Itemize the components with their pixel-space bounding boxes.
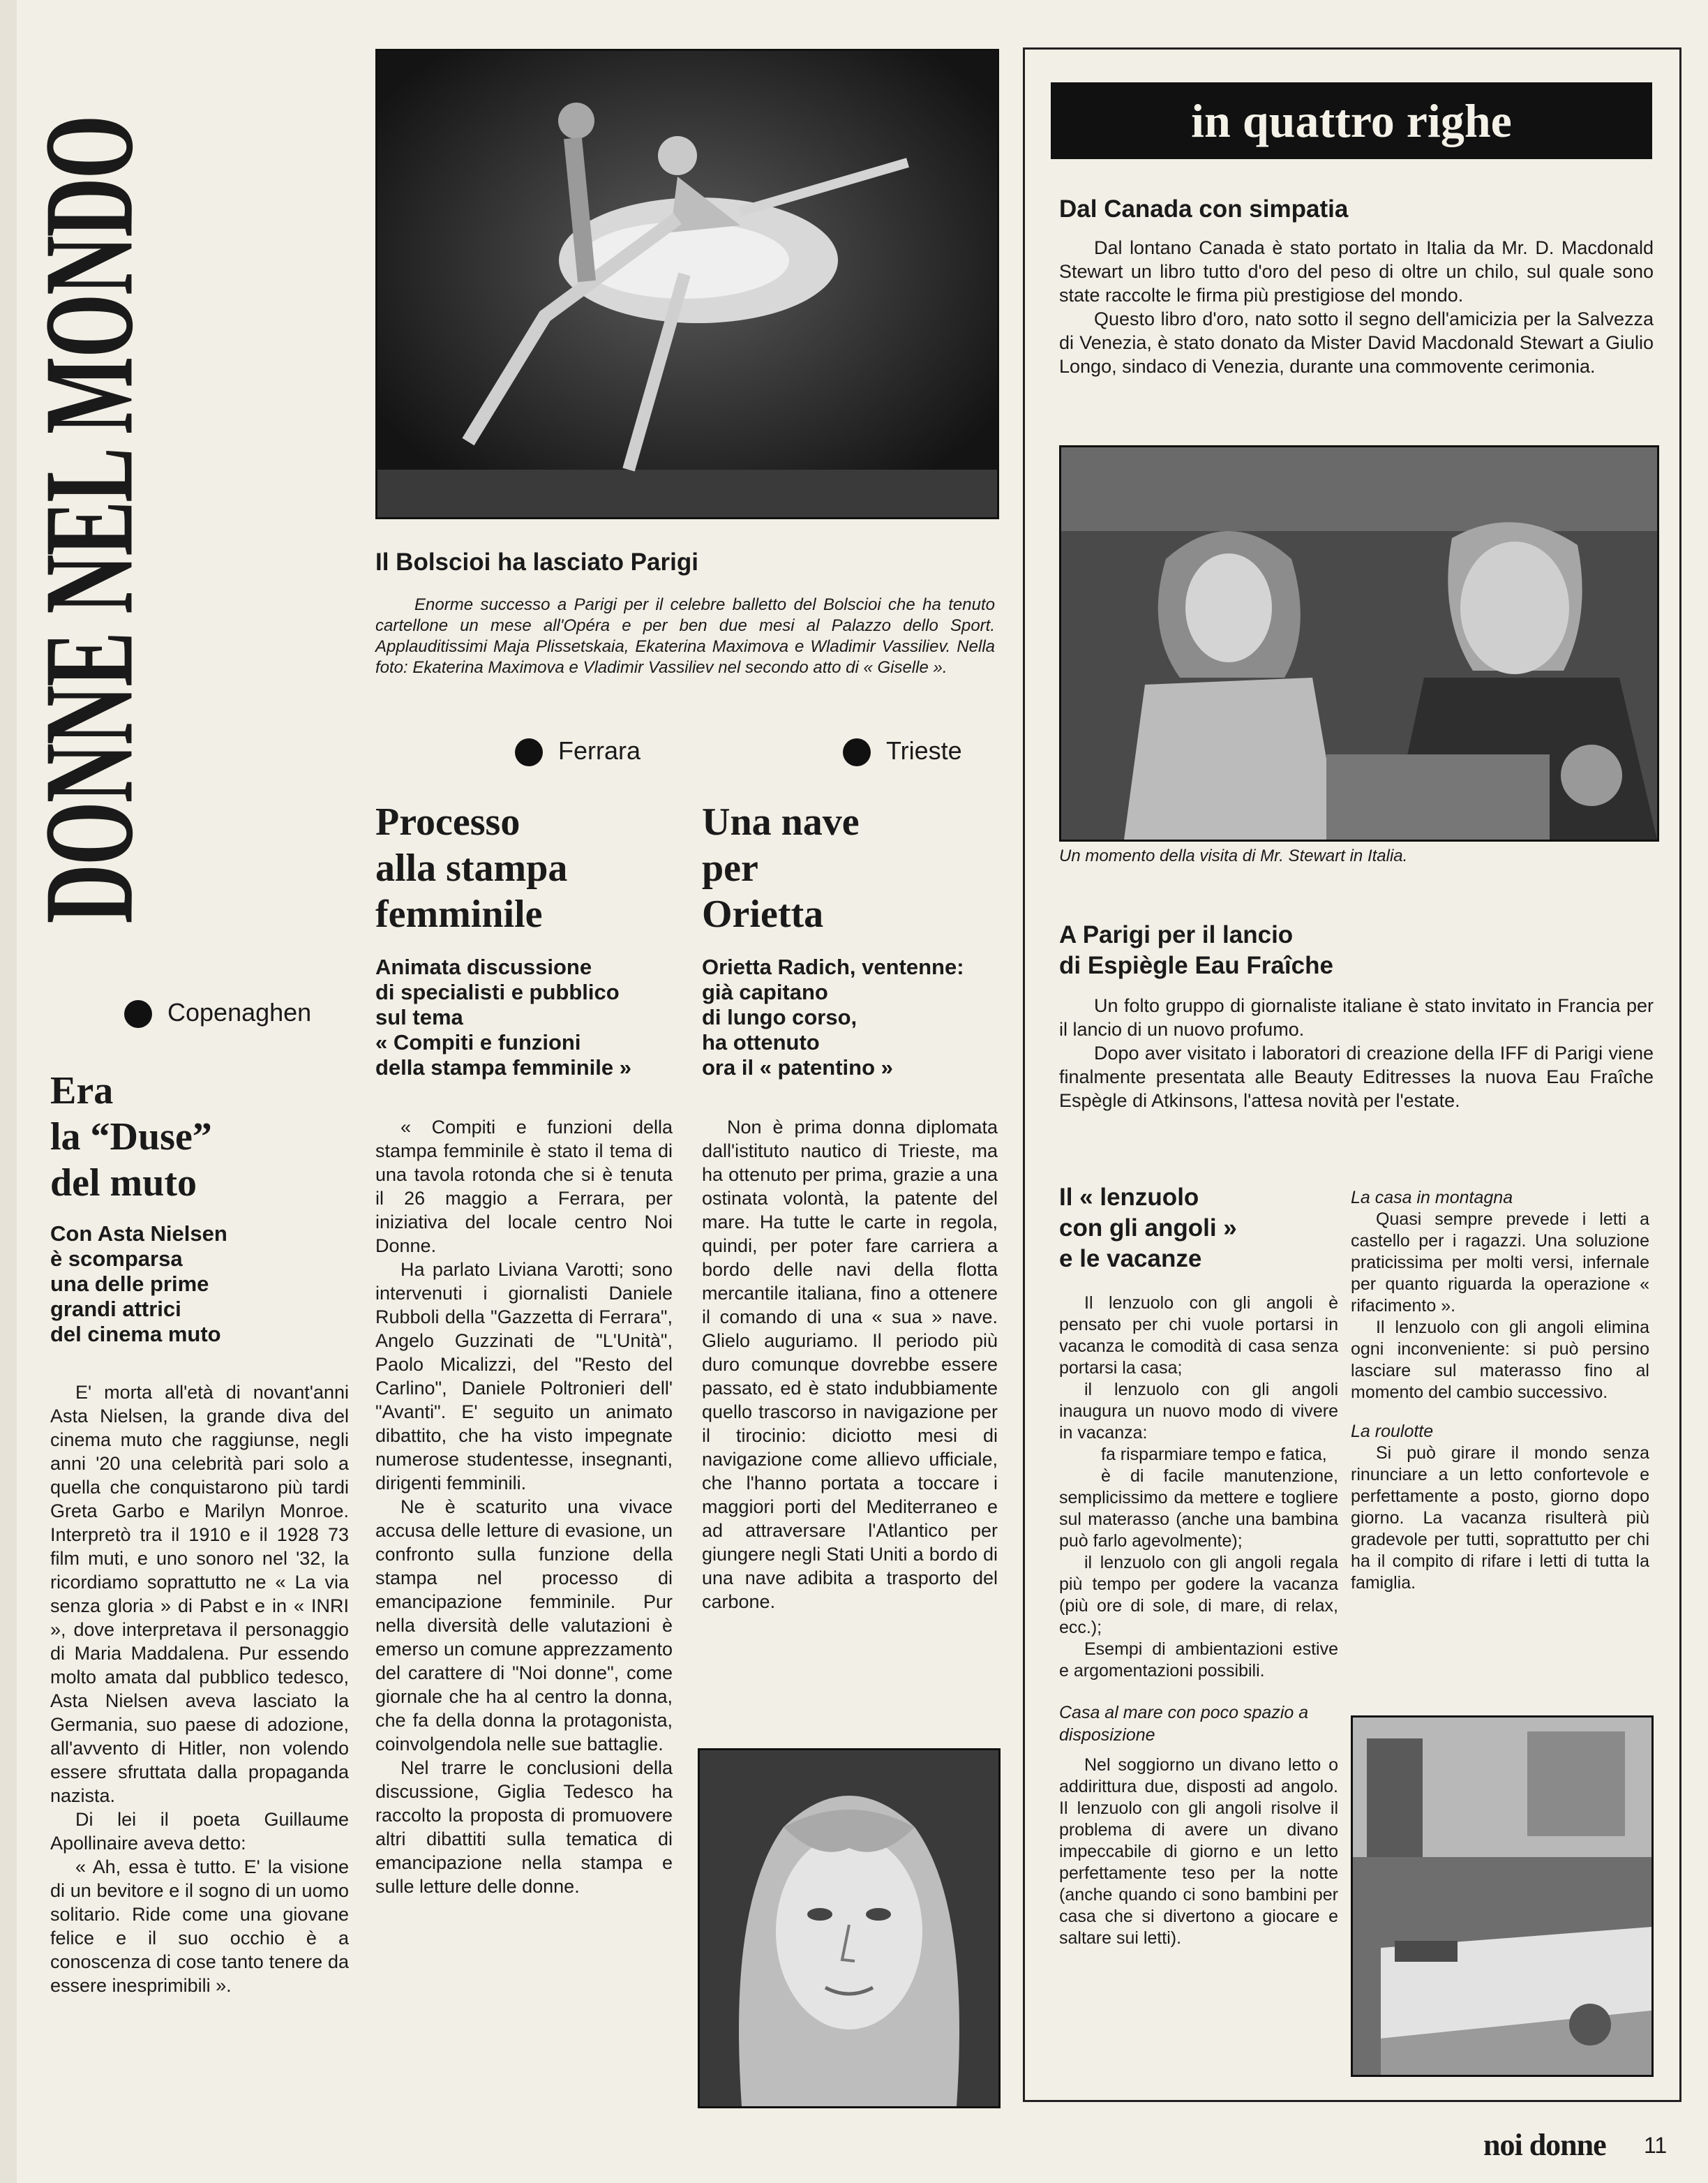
headline-nave: Una nave per Orietta — [702, 800, 860, 936]
body-nave: Non è prima donna diplomata dall'istituto nautico di Trieste, ma ha ottenuto per prima, grazie a una ostinata volontà, la patente del mare. Ha tutte le carte in regola, quindi, per poter fare carriera a bordo delle navi della flotta mercantile italiana, fino a ottenere il comando di una « sua » nave. Glielo auguriamo. Il periodo più duro comunque dovrebbe essere passato, ed è stato indubbiamente quello trascorso in navigazione per il tirocinio: diciotto mesi di navigazione come allievo ufficiale, che l'hanno portata a toccare i maggiori porti del Mediterraneo e ad attraversare l'Atlantico per giungere negli Stati Uniti a bordo di una nave adibita a trasporto del carbone. — [702, 1117, 998, 1612]
subhead-montagna: La casa in montagna — [1351, 1188, 1513, 1207]
body-lenzuolo-col2: La casa in montagna Quasi sempre prevede i letti a castello per i ragazzi. Una soluzione praticissima per molti versi, infernale per quanto riguarda la operazione « rifacimento ». Il lenzuolo con gli angoli elimina ogni inconveniente: si può persino lasciare sul materasso fino al momento del cambio successivo. La roulotte Si può girare il mondo senza rinunciare a un letto confortevole e perfettamente a posto, giorno dopo giorno. La vacanza risulterà più gradevole per tutti, soprattutto per chi ha il compito di rifare i letti di tutta la famiglia. — [1351, 1188, 1649, 1593]
stewart-meeting-image — [1061, 447, 1657, 840]
bullet-dot-icon — [124, 1000, 152, 1028]
bullet-dot-icon — [515, 738, 543, 766]
title-parigi: A Parigi per il lancio di Espiègle Eau Fraîche — [1059, 921, 1333, 979]
subtitle-nave: Orietta Radich, ventenne: già capitano di lungo corso, ha ottenuto ora il « patentino » — [702, 955, 964, 1080]
subtitle-duse: Con Asta Nielsen è scomparsa una delle prime grandi attrici del cinema muto — [50, 1221, 227, 1346]
stewart-visit-photo — [1059, 445, 1659, 842]
dateline-copenaghen: Copenaghen — [124, 998, 311, 1028]
body-duse: E' morta all'età di novant'anni Asta Nielsen, la grande diva del cinema muto che raggiunse, negli anni '20 una celebrità pari solo a quella che conquistarono più tardi Greta Garbo e Marilyn Monroe. Interpretò tra il 1910 e il 1928 73 film muti, e uno sonoro nel '32, la ricordiamo soprattutto ne « La via senza gloria » di Pabst e in « INRI », dove interpretava il personaggio di Maria Maddalena. Pur essendo molto amata dal pubblico tedesco, Asta Nielsen aveva lasciato la Germania, suo paese di adozione, all'avvento di Hitler, non volendo essere sfruttata dalla propaganda nazista. Di lei il poeta Guillaume Apollinaire aveva detto: « Ah, essa è tutto. E' la visione di un bevitore e il sogno di un uomo solitario. Ride come una giovane felice e il suo occhio è a conoscenza di cose tanto tenere da essere inesprimibili ». — [50, 1382, 349, 1996]
body-lenzuolo: Il lenzuolo con gli angoli è pensato per chi vuole portarsi in vacanza le comodità di casa senza portarsi la casa; il lenzuolo con gli angoli inaugura un nuovo modo di vivere in vacanza: fa risparmiare tempo e fatica, è di facile manutenzione, semplicissimo da mettere e togliere sul materasso (anche una bambina può farlo agevolmente); il lenzuolo con gli angoli regala più tempo per godere la vacanza (più ore di sole, di mare, di relax, ecc.); Esempi di ambientazioni estive e argomentazioni possibili. Casa al mare con poco spazio a disposizione Nel soggiorno un divano letto o addirittura due, disposti ad angolo. Il lenzuolo con gli angoli risolve il problema di avere un divano impeccabile di giorno e un letto perfettamente teso per la notte (anche quando ci sono bambini per casa che si divertono a giocare e saltare sui letti). — [1059, 1293, 1338, 1948]
subhead-roulotte: La roulotte — [1351, 1422, 1434, 1441]
title-lenzuolo: Il « lenzuolo con gli angoli » e le vacanze — [1059, 1184, 1237, 1272]
headline-duse: Era la “Duse” del muto — [50, 1069, 212, 1205]
body-processo: « Compiti e funzioni della stampa femminile è stato il tema di una tavola rotonda che si è tenuta il 26 maggio a Ferrara, per iniziativa del locale centro Noi Donne. Ha parlato Liviana Varotti; sono intervenuti i giornalisti Daniele Rubboli della "Gazzetta di Ferrara", Angelo Guzzinati de "L'Unità", Paolo Micalizzi, del "Resto del Carlino", Daniele Poltronieri dell' "Avanti". E' seguito un animato dibattito, che ha visto impegnate numerose studentesse, insegnanti, dirigenti femminili. Ne è scaturito una vivace accusa delle letture di evasione, un confronto sulla funzione della stampa nel processo di emancipazione femminile. Pur nella diversità delle valutazioni è emerso un comune apprezzamento del carattere di "Noi donne", come giornale che ha al centro la donna, che fa della donna la protagonista, coinvolgendola nelle sue battaglie. Nel trarre le conclusioni della discussione, Giglia Tedesco ha raccolto la proposta di promuovere altri dibattiti sulla tematica di emancipazione nella stampa e sulle letture delle donne. — [375, 1117, 673, 1897]
portrait-image — [700, 1750, 998, 2106]
section-title: DONNE NEL MONDO — [17, 116, 160, 924]
bedroom-photo — [1351, 1715, 1654, 2077]
ballet-photo — [375, 49, 999, 519]
bedroom-image — [1353, 1718, 1651, 2075]
adjacent-page-edge — [0, 0, 17, 2183]
ballet-dancers-image — [377, 51, 997, 517]
caption-stewart: Un momento della visita di Mr. Stewart in Italia. — [1059, 847, 1408, 865]
footer-page-number: 11 — [1644, 2133, 1668, 2158]
orietta-portrait-photo — [698, 1748, 1001, 2108]
title-canada: Dal Canada con simpatia — [1059, 195, 1349, 223]
body-canada: Dal lontano Canada è stato portato in Italia da Mr. D. Macdonald Stewart un libro tutto d'oro del peso di oltre un chilo, sul quale sono state raccolte le firma più prestigiose del mondo. Questo libro d'oro, nato sotto il segno dell'amicizia per la Salvezza di Venezia, è stato donato da Mister David Macdonald Stewart a Giulio Longo, sindaco di Venezia, durante una commovente cerimonia. — [1059, 237, 1654, 377]
caption-bolscioi: Enorme successo a Parigi per il celebre balletto del Bolscioi che ha tenuto cartellone un mese all'Opéra e per ben due mesi al Palazzo dello Sport. Applauditissimi Maja Plissetskaia, Ekaterina Maximova e Wladimir Vassiliev. Nella foto: Ekaterina Maximova e Vladimir Vassiliev nel secondo atto di « Giselle ». — [375, 595, 995, 677]
subhead-mare: Casa al mare con poco spazio a disposizione — [1059, 1703, 1309, 1745]
subtitle-processo: Animata discussione di specialisti e pubblico sul tema « Compiti e funzioni della stampa femminile » — [375, 955, 631, 1080]
dateline-ferrara: Ferrara — [515, 736, 640, 766]
body-parigi: Un folto gruppo di giornaliste italiane è stato invitato in Francia per il lancio di un nuovo profumo. Dopo aver visitato i laboratori di creazione della IFF di Parigi viene finalmente presentata alle Beauty Editresses la nuova Eau Fraîche Espègle di Atkinsons, l'attesa novità per l'estate. — [1059, 995, 1654, 1111]
headline-processo: Processo alla stampa femminile — [375, 800, 568, 936]
box-banner: in quattro righe — [1051, 82, 1652, 159]
dateline-trieste: Trieste — [843, 736, 962, 766]
bullet-dot-icon — [843, 738, 871, 766]
footer-magazine-name: noi donne — [1483, 2128, 1606, 2162]
title-bolscioi: Il Bolscioi ha lasciato Parigi — [375, 549, 698, 576]
